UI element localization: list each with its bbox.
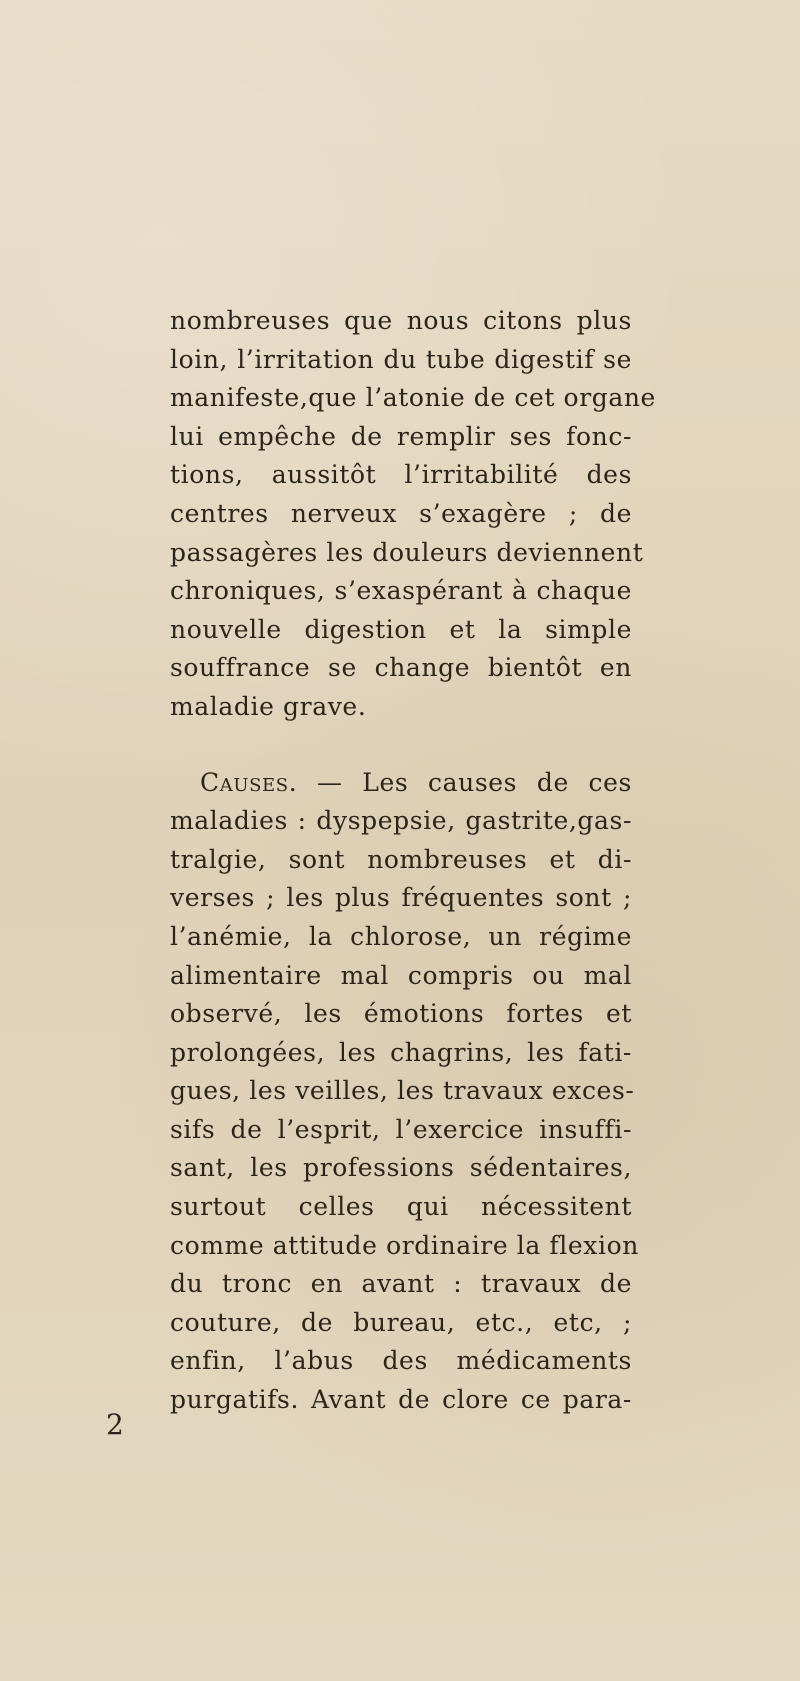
paragraph-two xyxy=(170,764,639,1420)
text-line: maladie grave. xyxy=(170,691,367,721)
text-line: gues, les veilles, les travaux exces- xyxy=(170,1076,635,1106)
text-line: observé, les émotions fortes et xyxy=(170,999,632,1029)
text-line: tralgie, sont nombreuses et di- xyxy=(170,844,632,874)
text-line: souffrance se change bientôt en xyxy=(170,653,632,683)
text-line: centres nerveux s’exagère ; de xyxy=(170,498,632,528)
text-line: alimentaire mal compris ou mal xyxy=(170,960,632,990)
text-line: enfin, l’abus des médicaments xyxy=(170,1346,632,1376)
text-line: nouvelle digestion et la simple xyxy=(170,614,632,644)
text-line: sifs de l’esprit, l’exercice insuffi- xyxy=(170,1114,632,1144)
text-line: manifeste,que l’atonie de cet organe xyxy=(170,383,656,413)
text-line: verses ; les plus fréquentes sont ; xyxy=(170,883,632,913)
page-number: 2 xyxy=(106,1408,124,1441)
text-line: passagères les douleurs deviennent xyxy=(170,537,644,567)
text-line: lui empêche de remplir ses fonc- xyxy=(170,421,632,451)
section-heading: Causes. xyxy=(200,767,298,797)
paragraph-one xyxy=(170,302,656,727)
text-line: comme attitude ordinaire la flexion xyxy=(170,1230,639,1260)
text-line: chroniques, s’exaspérant à chaque xyxy=(170,576,632,606)
text-line: purgatifs. Avant de clore ce para- xyxy=(170,1385,632,1415)
paragraph-spacing xyxy=(170,727,632,764)
text-line: du tronc en avant : travaux de xyxy=(170,1269,632,1299)
text-line: couture, de bureau, etc., etc, ; xyxy=(170,1307,632,1337)
text-line: loin, l’irritation du tube digestif se xyxy=(170,344,632,374)
text-line: surtout celles qui nécessitent xyxy=(170,1192,632,1222)
causes-lead-text: — Les causes de ces xyxy=(297,767,632,797)
text-line: sant, les professions sédentaires, xyxy=(170,1153,632,1183)
text-line: maladies : dyspepsie, gastrite,gas- xyxy=(170,806,632,836)
text-line: prolongées, les chagrins, les fati- xyxy=(170,1037,632,1067)
body-text xyxy=(170,302,656,1420)
causes-intro-line xyxy=(170,764,632,803)
text-line: l’anémie, la chlorose, un régime xyxy=(170,921,632,951)
text-line: nombreuses que nous citons plus xyxy=(170,306,632,335)
text-line: tions, aussitôt l’irritabilité des xyxy=(170,460,632,490)
